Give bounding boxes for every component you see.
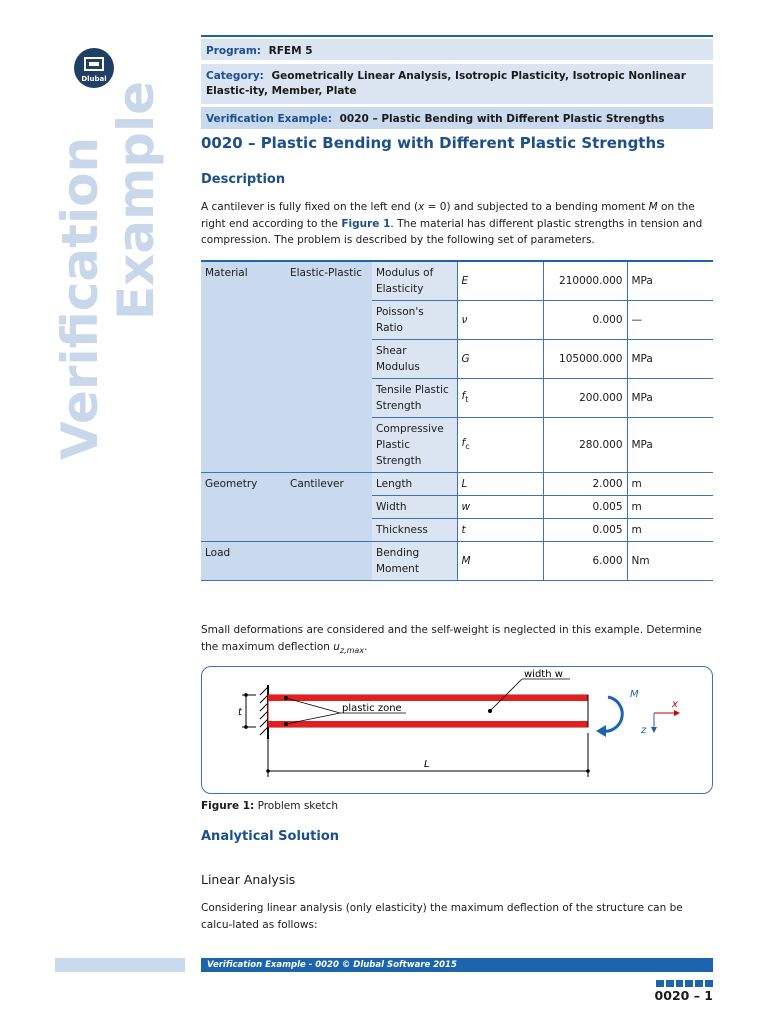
param-name: Thickness: [372, 519, 457, 542]
param-value: 210000.000: [543, 261, 627, 301]
description-heading: Description: [201, 172, 286, 187]
figure-caption: Figure 1: Problem sketch: [201, 800, 339, 812]
program-label: Program:: [206, 45, 262, 57]
page-title: 0020 – Plastic Bending with Different Plastic Strengths: [201, 134, 666, 152]
label-width: width w: [524, 669, 563, 680]
problem-sketch-figure: [201, 666, 713, 794]
description-text: A cantilever is fully fixed on the left end (x = 0) and subjected to a bending moment M on the right end according to the Figure 1. The material has different plastic strengths in tension and compression. The problem is described by the following set of parameters.: [201, 201, 703, 246]
param-row: [201, 473, 713, 496]
param-name: Modulus of Elasticity: [372, 261, 457, 301]
header-top-rule: [201, 35, 713, 37]
label-L: L: [424, 759, 430, 770]
analytical-text: Considering linear analysis (only elasticity) the maximum deflection of the structure can be calcu-lated as follows:: [201, 902, 683, 931]
param-unit: m: [627, 496, 713, 519]
page-marker-squares: [656, 980, 713, 987]
param-name: Poisson's Ratio: [372, 301, 457, 340]
program-box: [201, 39, 713, 60]
label-plastic-zone: plastic zone: [342, 703, 402, 714]
param-value: 105000.000: [543, 340, 627, 379]
param-symbol: L: [457, 473, 543, 496]
after-table-text: Small deformations are considered and the self-weight is neglected in this example. Determine the maximum deflection $u_{z,max}$.: [201, 624, 702, 655]
param-value: 2.000: [543, 473, 627, 496]
param-symbol: M: [457, 542, 543, 581]
param-name: Length: [372, 473, 457, 496]
side-title: [52, 81, 164, 460]
label-x: x: [672, 699, 678, 710]
side-title-line1: Verification: [51, 136, 109, 460]
label-t: t: [238, 707, 242, 718]
param-unit: MPa: [627, 418, 713, 473]
category-label: Category:: [206, 70, 264, 82]
param-value: 0.000: [543, 301, 627, 340]
param-symbol: t: [457, 519, 543, 542]
param-unit: m: [627, 519, 713, 542]
param-group: Load: [201, 542, 372, 581]
param-symbol: G: [457, 340, 543, 379]
param-group: Material: [201, 261, 286, 473]
category-value: Geometrically Linear Analysis, Isotropic Plasticity, Isotropic Nonlinear Elastic-ity, Member, Plate: [206, 70, 686, 97]
category-box: [201, 64, 713, 104]
problem-sketch-svg: [202, 667, 712, 792]
param-subgroup: Cantilever: [286, 473, 372, 542]
param-value: 280.000: [543, 418, 627, 473]
param-value: 0.005: [543, 496, 627, 519]
logo-text: Dlubal: [81, 75, 107, 83]
verification-label: Verification Example:: [206, 113, 332, 125]
param-row: [201, 542, 713, 581]
program-value: RFEM 5: [268, 45, 313, 57]
param-name: Compressive Plastic Strength: [372, 418, 457, 473]
param-name: Tensile Plastic Strength: [372, 379, 457, 418]
parameter-table: [201, 260, 713, 581]
param-value: 0.005: [543, 519, 627, 542]
param-name: Shear Modulus: [372, 340, 457, 379]
param-row: [201, 261, 713, 301]
label-z: z: [641, 725, 647, 736]
param-unit: MPa: [627, 340, 713, 379]
param-symbol: $f_c$: [457, 418, 543, 473]
linear-analysis-heading: Linear Analysis: [201, 872, 296, 887]
page-number: 0020 – 1: [654, 988, 713, 1003]
param-unit: —: [627, 301, 713, 340]
side-title-line2: Example: [107, 80, 165, 320]
verification-box: [201, 107, 713, 129]
logo-mark-icon: [84, 57, 104, 71]
param-group: Geometry: [201, 473, 286, 542]
param-symbol: E: [457, 261, 543, 301]
verification-value: 0020 – Plastic Bending with Different Plastic Strengths: [339, 113, 665, 125]
param-unit: MPa: [627, 379, 713, 418]
label-M: M: [630, 689, 639, 700]
param-subgroup: Elastic-Plastic: [286, 261, 372, 473]
analytical-heading: Analytical Solution: [201, 829, 340, 844]
param-symbol: $f_t$: [457, 379, 543, 418]
param-symbol: ν: [457, 301, 543, 340]
param-name: Bending Moment: [372, 542, 457, 581]
param-name: Width: [372, 496, 457, 519]
footer-left-block: [55, 958, 185, 972]
figure-1-link[interactable]: Figure 1: [341, 217, 391, 230]
param-symbol: w: [457, 496, 543, 519]
param-unit: m: [627, 473, 713, 496]
param-unit: MPa: [627, 261, 713, 301]
param-unit: Nm: [627, 542, 713, 581]
footer-bar: Verification Example - 0020 © Dlubal Software 2015: [201, 958, 713, 972]
param-value: 6.000: [543, 542, 627, 581]
param-value: 200.000: [543, 379, 627, 418]
